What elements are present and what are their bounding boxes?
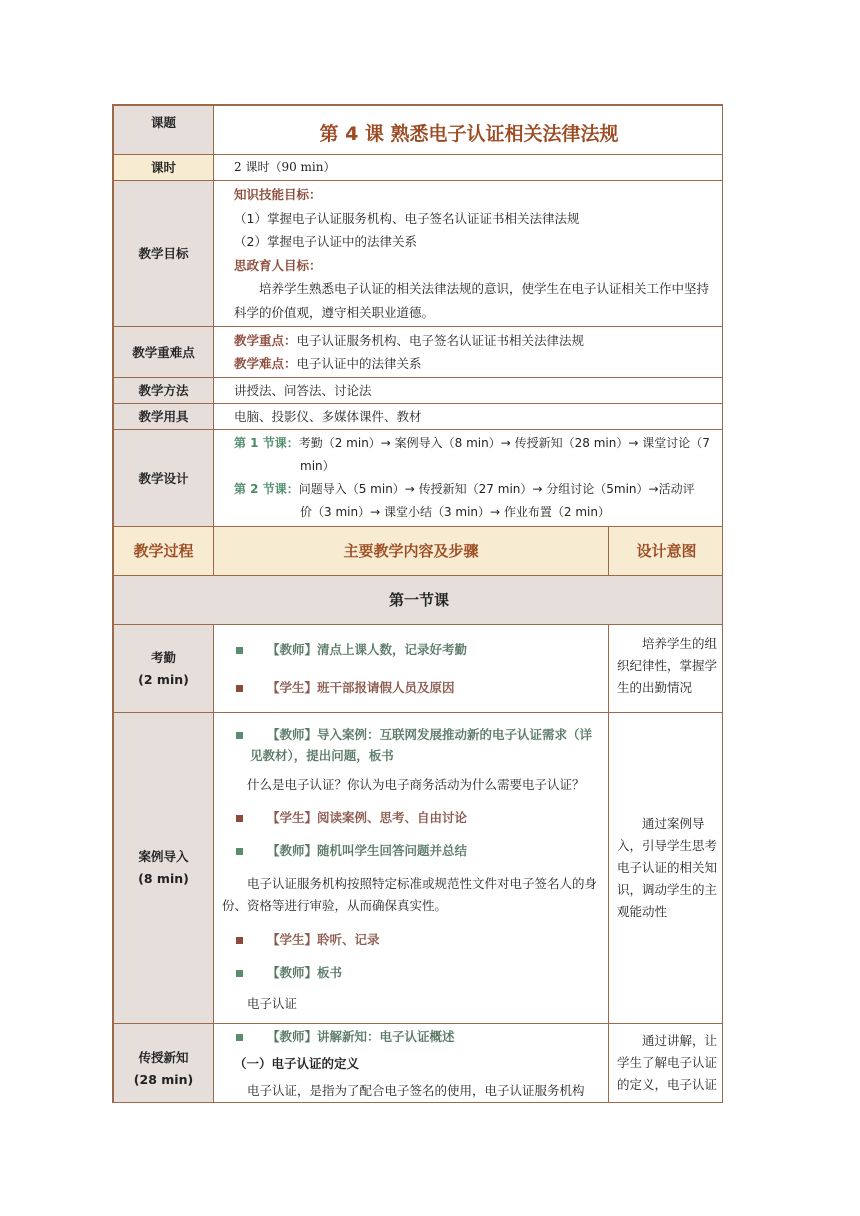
goal-label: 教学目标: [114, 181, 214, 327]
teach-time: (28 min): [133, 1071, 194, 1087]
design-lesson2-text-a: 问题导入（5 min）→ 传授新知（27 min）→ 分组讨论（5min）→活动评: [298, 482, 695, 496]
case-content: [214, 713, 609, 1024]
goal-ideology-text: 培养学生熟悉电子认证的相关法律法规的意识，使学生在电子认证相关工作中坚持科学的价值观，遵守相关职业道德。: [234, 281, 710, 320]
row-case: [114, 713, 724, 1024]
goal-knowledge-2: （2）掌握电子认证中的法律关系: [234, 234, 417, 249]
key-difficulty-heading: 教学难点：: [234, 356, 297, 371]
lesson-title: 第 4 课 熟悉电子认证相关法律法规: [214, 106, 724, 155]
goal-knowledge-1: （1）掌握电子认证服务机构、电子签名认证证书相关法律法规: [234, 210, 580, 226]
row-hours: [114, 155, 724, 181]
attend-label: 考勤: [150, 649, 176, 665]
attend-content: [214, 625, 609, 713]
design-content: [214, 430, 724, 527]
lesson-plan-table: [113, 105, 723, 1103]
row-attendance: [114, 625, 724, 713]
bullet-icon: [236, 647, 243, 654]
row-design: [114, 430, 724, 527]
goal-ideology-heading: 思政育人目标：: [234, 257, 322, 273]
case-question: 什么是电子认证？你认为电子商务活动为什么需要电子认证？: [247, 777, 585, 792]
design-lesson2-text-b: 价（3 min）→ 课堂小结（3 min）→ 作业布置（2 min）: [300, 505, 610, 519]
key-focus-text: 电子认证服务机构、电子签名认证证书相关法律法规: [296, 333, 585, 348]
lesson-plan-sheet: [112, 104, 723, 1103]
goal-knowledge-heading: 知识技能目标：: [234, 187, 322, 202]
case-step-teacher-3: 【教师】板书: [236, 962, 600, 983]
case-paragraph: 电子认证服务机构按照特定标准或规范性文件对电子签名人的身份、资格等进行审验，从而确保真实性。: [222, 876, 598, 913]
case-step-teacher-1: 【教师】导入案例：互联网发展推动新的电子认证需求（详见教材），提出问题，板书: [236, 724, 600, 766]
section1-row: [114, 576, 724, 625]
teach-heading: （一）电子认证的定义: [234, 1056, 360, 1071]
case-step-student-2: 【学生】聆听、记录: [236, 929, 600, 950]
key-content: [214, 327, 724, 378]
process-header-row: [114, 527, 724, 576]
attend-step-student: 【学生】班干部报请假人员及原因: [236, 669, 600, 707]
teach-paragraph: 电子认证，是指为了配合电子签名的使用，电子认证服务机构: [247, 1083, 585, 1098]
teach-step-teacher-1: 【教师】讲解新知：电子认证概述: [236, 1026, 600, 1047]
case-step-teacher-2: 【教师】随机叫学生回答问题并总结: [236, 840, 600, 861]
tool-value: 电脑、投影仪、多媒体课件、教材: [214, 404, 724, 430]
bullet-icon: [236, 815, 243, 822]
case-board-text: 电子认证: [247, 996, 298, 1011]
process-header-col3: 设计意图: [609, 527, 724, 576]
row-topic: [114, 106, 724, 155]
method-value: 讲授法、问答法、讨论法: [214, 378, 724, 404]
design-label: 教学设计: [114, 430, 214, 527]
goal-content: [214, 181, 724, 327]
case-step-student-1: 【学生】阅读案例、思考、自由讨论: [236, 807, 600, 828]
case-label-cell: [114, 713, 214, 1024]
row-goals: [114, 181, 724, 327]
bullet-icon: [236, 732, 243, 739]
case-time: (8 min): [138, 871, 189, 886]
process-header-col1: 教学过程: [114, 527, 214, 576]
key-difficulty-text: 电子认证中的法律关系: [296, 356, 422, 371]
key-label: 教学重难点: [114, 327, 214, 378]
hours-label: 课时: [114, 155, 214, 181]
row-teach: [114, 1024, 724, 1104]
key-focus-heading: 教学重点：: [234, 333, 297, 348]
attend-label-cell: [114, 625, 214, 713]
topic-label: 课题: [114, 106, 214, 155]
attend-note: 培养学生的组织纪律性，掌握学生的出勤情况: [609, 625, 724, 713]
section1-title: 第一节课: [114, 576, 724, 625]
bullet-icon: [236, 1034, 243, 1041]
design-lesson1-text-b: min）: [300, 459, 335, 473]
method-label: 教学方法: [114, 378, 214, 404]
design-lesson2-heading: 第 2 节课：: [234, 482, 299, 496]
design-lesson1-text-a: 考勤（2 min）→ 案例导入（8 min）→ 传授新知（28 min）→ 课堂讨论（7: [298, 436, 710, 450]
attend-time: (2 min): [138, 671, 189, 687]
attend-step-teacher: 【教师】清点上课人数，记录好考勤: [236, 631, 600, 669]
case-label: 案例导入: [138, 849, 189, 864]
bullet-icon: [236, 970, 243, 977]
row-key-points: [114, 327, 724, 378]
tool-label: 教学用具: [114, 404, 214, 430]
design-lesson1-heading: 第 1 节课：: [234, 436, 299, 450]
case-note: 通过案例导入，引导学生思考电子认证的相关知识，调动学生的主观能动性: [609, 713, 724, 1024]
teach-label-cell: [114, 1024, 214, 1104]
teach-label: 传授新知: [138, 1049, 189, 1065]
teach-note: 通过讲解，让学生了解电子认证的定义，电子认证: [609, 1024, 724, 1104]
bullet-icon: [236, 848, 243, 855]
bullet-icon: [236, 685, 243, 692]
row-tools: [114, 404, 724, 430]
process-header-col2: 主要教学内容及步骤: [214, 527, 609, 576]
teach-content: [214, 1024, 609, 1104]
row-method: [114, 378, 724, 404]
bullet-icon: [236, 937, 243, 944]
hours-value: 2 课时（90 min）: [214, 155, 724, 181]
